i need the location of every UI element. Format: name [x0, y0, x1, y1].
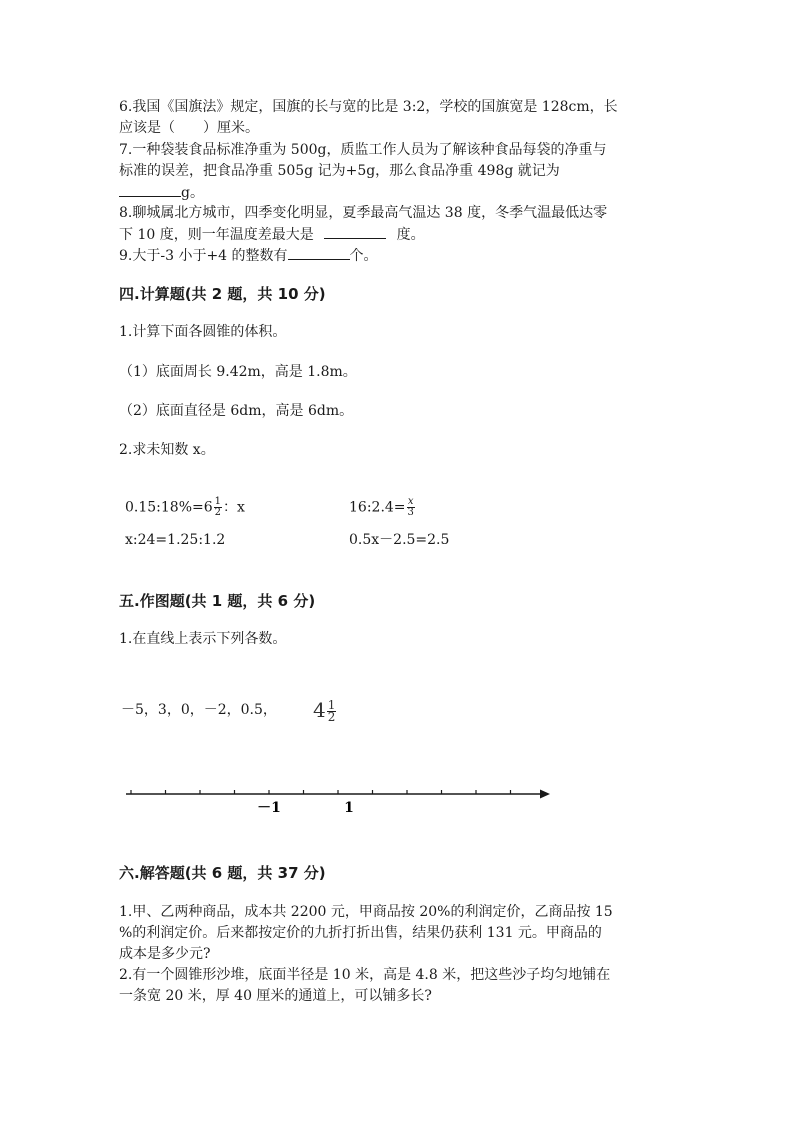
- q7-line3-suffix: g。: [181, 185, 204, 201]
- s5-numbers-list: －5，3，0，－2，0.5，: [121, 702, 277, 718]
- number-line-arrow-icon: [540, 790, 550, 799]
- section4-title: 四.计算题(共 2 题，共 10 分): [119, 285, 326, 303]
- q6-line2: 应该是（ ）厘米。: [119, 120, 259, 136]
- eq1-prefix: 0.15:18%=6: [125, 499, 213, 516]
- equation-4: 0.5x－2.5=2.5: [349, 532, 450, 548]
- q7-line1: 7.一种袋装食品标准净重为 500g，质监工作人员为了解该种食品每袋的净重与: [119, 142, 607, 158]
- q8-answer-blank[interactable]: [324, 224, 386, 239]
- q8-line2: [119, 224, 425, 245]
- q9-answer-blank[interactable]: [288, 245, 350, 260]
- q9-line: [119, 245, 378, 266]
- s4-q1-part2: （2）底面直径是 6dm，高是 6dm。: [119, 403, 354, 419]
- eq2-frac-num: x: [407, 496, 414, 507]
- q9-suffix: 个。: [349, 248, 378, 264]
- q7-line3: [119, 182, 204, 203]
- s4-q2: 2.求未知数 x。: [119, 442, 215, 458]
- s6-q2-line1: 2.有一个圆锥形沙堆，底面半径是 10 米，高是 4.8 米，把这些沙子均匀地铺在: [119, 967, 611, 983]
- eq2-prefix: 16:2.4=: [349, 499, 406, 516]
- equation-2: [349, 497, 416, 518]
- q8-line1: 8.聊城属北方城市，四季变化明显，夏季最高气温达 38 度，冬季气温最低达零: [119, 205, 608, 221]
- mixed-frac-num: 1: [327, 698, 336, 712]
- eq2-frac-den: 3: [407, 507, 414, 518]
- label-neg-one: －1: [257, 800, 281, 816]
- mixed-whole: 4: [313, 698, 326, 722]
- equation-3: x:24=1.25:1.2: [125, 532, 226, 548]
- q8-line2-prefix: 下 10 度，则一年温度差最大是: [119, 227, 314, 243]
- mixed-frac-den: 2: [327, 710, 336, 724]
- s6-q1-line3: 成本是多少元?: [119, 946, 211, 962]
- eq1-suffix: ：x: [223, 499, 245, 516]
- section6-title: 六.解答题(共 6 题，共 37 分): [119, 864, 326, 882]
- s4-q1: 1.计算下面各圆锥的体积。: [119, 324, 287, 340]
- label-pos-one: 1: [344, 800, 354, 816]
- q7-line2: 标准的误差，把食品净重 505g 记为+5g，那么食品净重 498g 就记为: [119, 163, 560, 179]
- s6-q2-line2: 一条宽 20 米，厚 40 厘米的通道上，可以铺多长?: [119, 988, 432, 1004]
- q8-line2-suffix: 度。: [396, 227, 425, 243]
- q6-line1: 6.我国《国旗法》规定，国旗的长与宽的比是 3:2，学校的国旗宽是 128cm，长: [119, 99, 618, 115]
- s5-q1: 1.在直线上表示下列各数。: [119, 631, 287, 647]
- eq1-frac-num: 1: [214, 496, 222, 507]
- q7-answer-blank[interactable]: [119, 182, 181, 197]
- q9-prefix: 9.大于-3 小于+4 的整数有: [119, 248, 288, 264]
- eq1-frac-den: 2: [214, 507, 222, 518]
- number-line[interactable]: [124, 782, 554, 822]
- section5-title: 五.作图题(共 1 题，共 6 分): [119, 592, 316, 610]
- equation-1: [125, 497, 245, 518]
- s6-q1-line2: %的利润定价。后来都按定价的九折打折出售，结果仍获利 131 元。甲商品的: [119, 925, 602, 941]
- s4-q1-part1: （1）底面周长 9.42m，高是 1.8m。: [119, 364, 357, 380]
- s6-q1-line1: 1.甲、乙两种商品，成本共 2200 元，甲商品按 20%的利润定价，乙商品按 15: [119, 904, 613, 920]
- mixed-fraction: [327, 700, 337, 723]
- mixed-number: [313, 698, 337, 723]
- eq2-fraction: [407, 497, 415, 518]
- eq1-fraction: [214, 497, 222, 518]
